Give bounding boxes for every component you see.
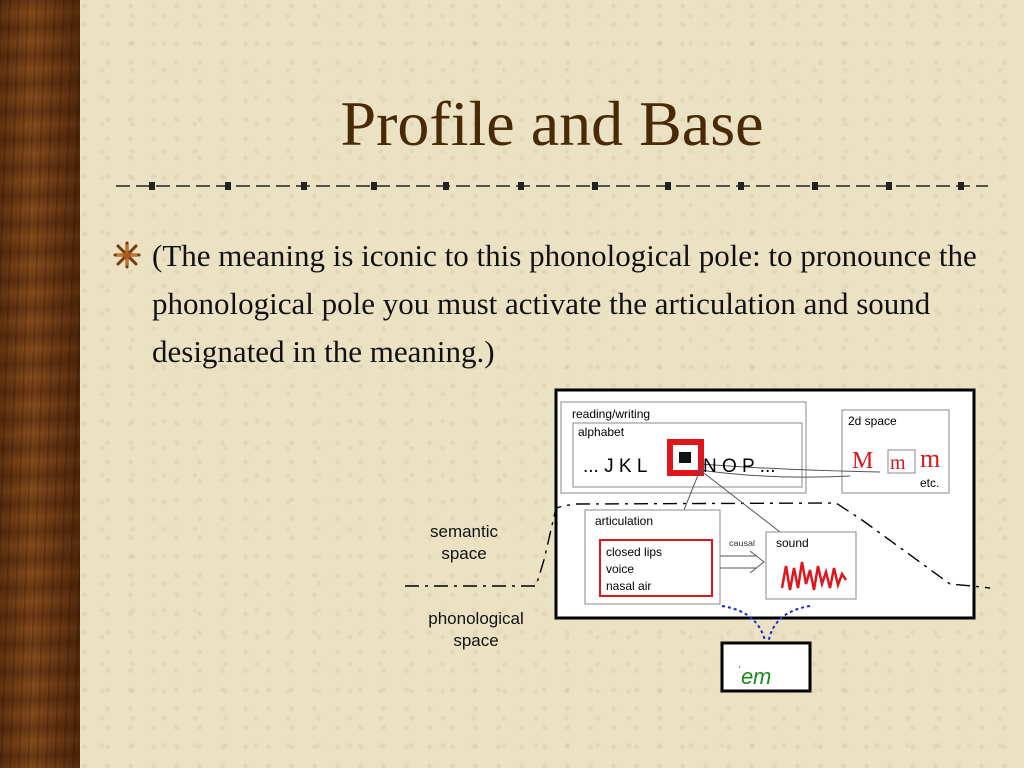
alphabet-left-letters: ... J K L	[583, 456, 648, 477]
semantic-space-line1: semantic	[429, 522, 499, 541]
bullet-text: (The meaning is iconic to this phonological pole: to pronounce the phonological pole you must activate the articulation and sound designated in the meaning.)	[152, 238, 977, 369]
phonological-space-line2: space	[453, 631, 499, 650]
phon-stress-mark: ˈ	[737, 663, 742, 679]
2d-space-label: 2d space	[848, 414, 897, 428]
phonological-space-label	[412, 608, 540, 652]
slide-title: Profile and Base	[340, 88, 764, 159]
sound-label: sound	[776, 536, 809, 550]
phon-e: e	[741, 664, 754, 689]
voice-label: voice	[606, 562, 635, 576]
semantic-space-line2: space	[441, 544, 487, 563]
etc-label: etc.	[920, 476, 940, 490]
letter-m-upper: M	[852, 448, 874, 474]
causal-label: causal	[729, 539, 756, 548]
alphabet-right-letters: N O P ...	[703, 456, 776, 477]
phon-m: m	[753, 664, 772, 689]
semantic-space-label	[418, 521, 510, 565]
articulation-label: articulation	[595, 514, 654, 528]
phonological-space-line1: phonological	[428, 609, 524, 628]
alphabet-label: alphabet	[578, 425, 625, 439]
letter-slot-block	[679, 452, 691, 463]
letter-m-lower: m	[890, 452, 906, 474]
closed-lips-label: closed lips	[606, 545, 663, 559]
reading-writing-label: reading/writing	[572, 407, 651, 421]
letter-m-large: m	[920, 444, 941, 473]
nasal-air-label: nasal air	[606, 579, 652, 593]
